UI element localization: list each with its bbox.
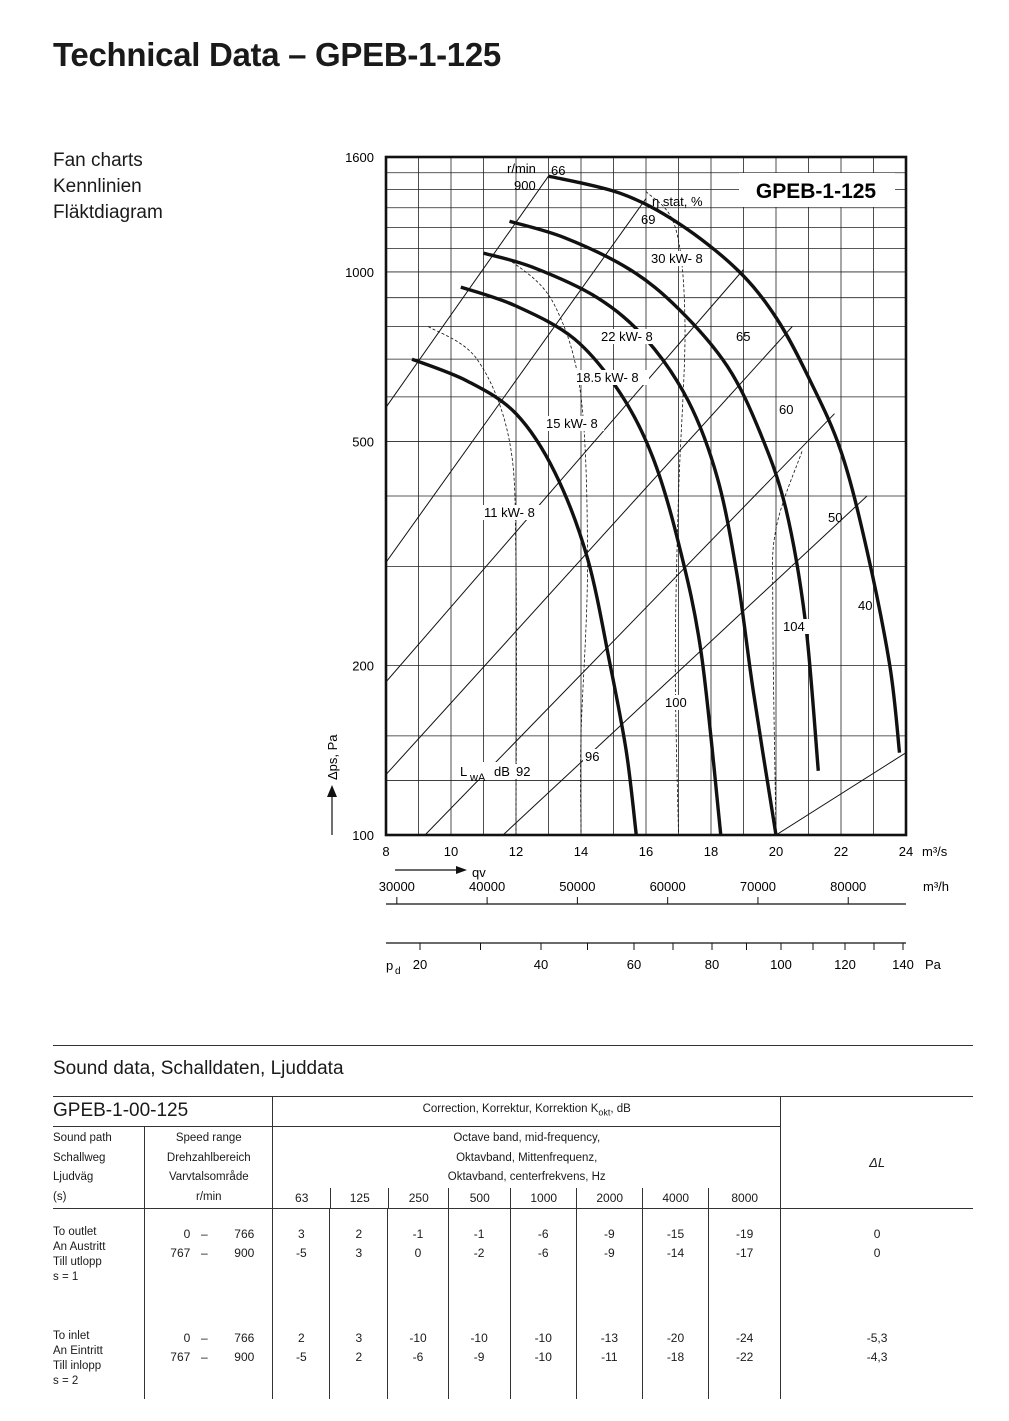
octave-header: Octave band, mid-frequency, Oktavband, Mittenfrequenz, Oktavband, centerfrekvens, Hz 63 125 250 500 1000 2000 4000 8000 [273, 1127, 781, 1209]
pd-subscript: d [395, 966, 401, 977]
y-axis-arrowhead [327, 785, 337, 797]
x-tick-10: 10 [443, 844, 459, 859]
y-tick-500: 500 [352, 434, 374, 450]
y-tick-1600: 1600 [345, 150, 374, 165]
x-tick-8: 8 [382, 844, 390, 859]
correction-250-path-1: -1 0 [388, 1208, 448, 1303]
pd-label: p [386, 958, 394, 973]
series-label-118kw: 11 kW- 8 [484, 505, 535, 520]
m3h-tick-50000: 50000 [559, 879, 596, 894]
speed-label: r/min [507, 161, 536, 176]
frequency-4000: 4000 [642, 1188, 708, 1208]
speed-range-header: Speed range Drehzahlbereich Varvtalsområde r/min [145, 1127, 273, 1209]
subtitle-en: Fan charts [53, 150, 143, 171]
sound-label-104: 104 [783, 619, 805, 634]
delta-l-path-1: 0 0 [781, 1208, 973, 1303]
frequency-63: 63 [295, 1190, 309, 1205]
correction-1000-path-2: -10 -10 [510, 1303, 576, 1399]
efficiency-label-40: 40 [858, 598, 873, 613]
sound-path-header: Sound path Schallweg Ljudväg (s) [53, 1127, 145, 1209]
series-label-18.58kw: 18.5 kW- 8 [576, 370, 639, 385]
series-label-308kw: 30 kW- 8 [651, 251, 703, 266]
correction-125-path-1: 2 3 [330, 1208, 388, 1303]
sound-path-1: To outlet An Austritt Till utlopp s = 1 [53, 1225, 106, 1283]
delta-l-header: ΔL [781, 1127, 973, 1209]
x-tick-14: 14 [573, 844, 589, 859]
x-unit: m³/s [922, 844, 948, 859]
fan-curve-308kw [549, 176, 900, 753]
correction-8000-path-2: -24 -22 [709, 1303, 781, 1399]
m3h-unit: m³/h [923, 879, 949, 894]
m3h-tick-60000: 60000 [649, 879, 686, 894]
sound-label-96: 96 [585, 749, 600, 764]
efficiency-label-65: 65 [736, 329, 751, 344]
pd-tick-120: 120 [834, 957, 856, 972]
y-tick-1000: 1000 [345, 264, 374, 280]
correction-2000-path-2: -13 -11 [576, 1303, 642, 1399]
correction-header: Correction, Korrektur, Korrektion $K_{okt}$, dB [273, 1097, 781, 1127]
efficiency-line-66 [386, 176, 549, 407]
efficiency-label-50: 50 [828, 510, 843, 525]
x-tick-16: 16 [638, 844, 654, 859]
lwa-unit: dB [494, 764, 510, 779]
correction-250-path-2: -10 -6 [388, 1303, 448, 1399]
correction-8000-path-1: -19 -17 [709, 1208, 781, 1303]
lwa-subscript: wA [470, 772, 486, 784]
frequency-250: 250 [388, 1188, 448, 1208]
y-axis-label: Δps, Pa [325, 734, 340, 780]
correction-125-path-2: 3 2 [330, 1303, 388, 1399]
correction-4000-path-2: -20 -18 [642, 1303, 708, 1399]
sound-label-100: 100 [665, 695, 687, 710]
speed-range-1: 0 – 766 767 – 900 [145, 1208, 273, 1303]
page-title: Technical Data – GPEB-1-125 [53, 36, 501, 73]
m3h-tick-70000: 70000 [739, 879, 777, 894]
y-tick-100: 100 [352, 828, 374, 843]
sound-data-table [53, 1096, 973, 1399]
correction-500-path-2: -10 -9 [448, 1303, 510, 1399]
delta-l-path-2: -5,3 -4,3 [781, 1303, 973, 1399]
pd-tick-60: 60 [626, 957, 642, 972]
frequency-8000: 8000 [708, 1188, 780, 1208]
sound-curve-100 [646, 191, 685, 835]
section-divider [53, 1045, 973, 1046]
efficiency-label: η stat, % [652, 194, 703, 209]
sound-path-2: To inlet An Eintritt Till inlopp s = 2 [53, 1329, 103, 1387]
x-tick-12: 12 [508, 844, 524, 859]
model-name: GPEB-1-00-125 [53, 1100, 189, 1121]
chart-title: GPEB-1-125 [755, 180, 877, 203]
m3h-tick-30000: 30000 [378, 879, 415, 894]
sound-curve-96 [484, 253, 588, 835]
correction-4000-path-1: -15 -14 [642, 1208, 708, 1303]
speed-value: 900 [514, 178, 536, 193]
efficiency-label-66: 66 [551, 163, 566, 178]
series-label-158kw: 15 kW- 8 [546, 416, 598, 431]
y-tick-200: 200 [352, 658, 374, 674]
frequency-2000: 2000 [576, 1188, 642, 1208]
correction-500-path-1: -1 -2 [448, 1208, 510, 1303]
series-label-228kw: 22 kW- 8 [601, 329, 653, 344]
frequency-125: 125 [330, 1188, 388, 1208]
frequency-1000: 1000 [510, 1188, 576, 1208]
x-tick-22: 22 [833, 844, 849, 859]
pd-tick-40: 40 [533, 957, 549, 972]
m3h-tick-40000: 40000 [469, 879, 506, 894]
x-tick-20: 20 [768, 844, 784, 859]
correction-63-path-2: 2 -5 [273, 1303, 330, 1399]
correction-63-path-1: 3 -5 [273, 1208, 330, 1303]
sound-data-heading: Sound data, Schalldaten, Ljuddata [53, 1058, 344, 1079]
correction-1000-path-1: -6 -6 [510, 1208, 576, 1303]
efficiency-label-60: 60 [779, 402, 794, 417]
x-axis-label: qv [472, 865, 486, 880]
sound-label-92: 92 [516, 764, 531, 779]
x-tick-18: 18 [703, 844, 719, 859]
subtitle-sv: Fläktdiagram [53, 202, 163, 223]
m3h-tick-80000: 80000 [830, 879, 867, 894]
lwa-label: L [460, 764, 468, 779]
speed-range-2: 0 – 766 767 – 900 [145, 1303, 273, 1399]
pd-tick-80: 80 [704, 957, 720, 972]
pd-unit: Pa [925, 957, 941, 972]
pd-tick-140: 140 [892, 957, 914, 972]
x-tick-24: 24 [898, 844, 914, 859]
x-axis-arrowhead [456, 866, 467, 874]
frequency-500: 500 [448, 1188, 510, 1208]
pd-tick-100: 100 [770, 957, 792, 972]
frequency-row [273, 1188, 780, 1208]
subtitle-de: Kennlinien [53, 176, 142, 197]
efficiency-label-69: 69 [641, 212, 656, 227]
pd-tick-20: 20 [412, 957, 428, 972]
correction-2000-path-1: -9 -9 [576, 1208, 642, 1303]
